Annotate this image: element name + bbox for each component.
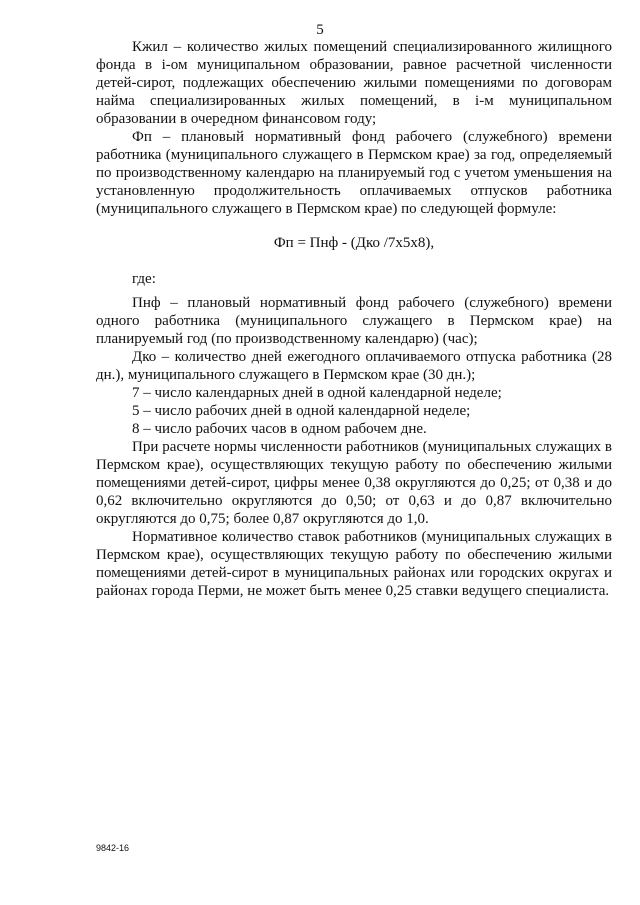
paragraph-seven: 7 – число календарных дней в одной календарной неделе; bbox=[132, 385, 502, 401]
paragraph-dko: Дко – количество дней ежегодного оплачиваемого отпуска работника (28 дн.), муниципального служащего в Пермском крае (30 дн.); bbox=[96, 349, 612, 383]
paragraph-five: 5 – число рабочих дней в одной календарной неделе; bbox=[132, 403, 471, 419]
page-number: 5 bbox=[316, 22, 324, 38]
paragraph-eight: 8 – число рабочих часов в одном рабочем дне. bbox=[132, 421, 427, 437]
paragraph-rounding: При расчете нормы численности работников (муниципальных служащих в Пермском крае), осуществляющих текущую работу по обеспечению жилыми помещениями детей-сирот, цифры менее 0,38 округляются до 0,25; от 0,38 и до 0,62 включительно округляются до 0,50; от 0,63 и до 0,87 включительно округляются до 0,75; более 0,87 округляются до 1,0. bbox=[96, 439, 612, 527]
formula: Фп = Пнф - (Дко /7х5х8), bbox=[273, 235, 435, 251]
document-code: 9842-16 bbox=[96, 843, 130, 853]
paragraph-kzhil: Кжил – количество жилых помещений специализированного жилищного фонда в i-ом муниципальном образовании, равное расчетной численности детей-сирот, подлежащих обеспечению жилыми помещениями по договорам найма специализированных жилых помещений, в i-м муниципальном образовании в очередном финансовом году; bbox=[96, 39, 612, 127]
paragraph-normative-rates: Нормативное количество ставок работников (муниципальных служащих в Пермском крае), осуществляющих текущую работу по обеспечению жилыми помещениями детей-сирот в муниципальных районах или городских округах и районах города Перми, не может быть менее 0,25 ставки ведущего специалиста. bbox=[96, 529, 612, 599]
document-body bbox=[96, 38, 612, 600]
paragraph-pnf: Пнф – плановый нормативный фонд рабочего (служебного) времени одного работника (муниципального служащего в Пермском крае) на планируемый год (по производственному календарю) (час); bbox=[96, 295, 612, 347]
where-label: где: bbox=[132, 271, 156, 287]
paragraph-fp: Фп – плановый нормативный фонд рабочего (служебного) времени работника (муниципального служащего в Пермском крае) за год, определяемый по производственному календарю на планируемый год с учетом уменьшения на установленную продолжительность оплачиваемых отпусков работника (муниципального служащего в Пермском крае) по следующей формуле: bbox=[96, 129, 612, 217]
